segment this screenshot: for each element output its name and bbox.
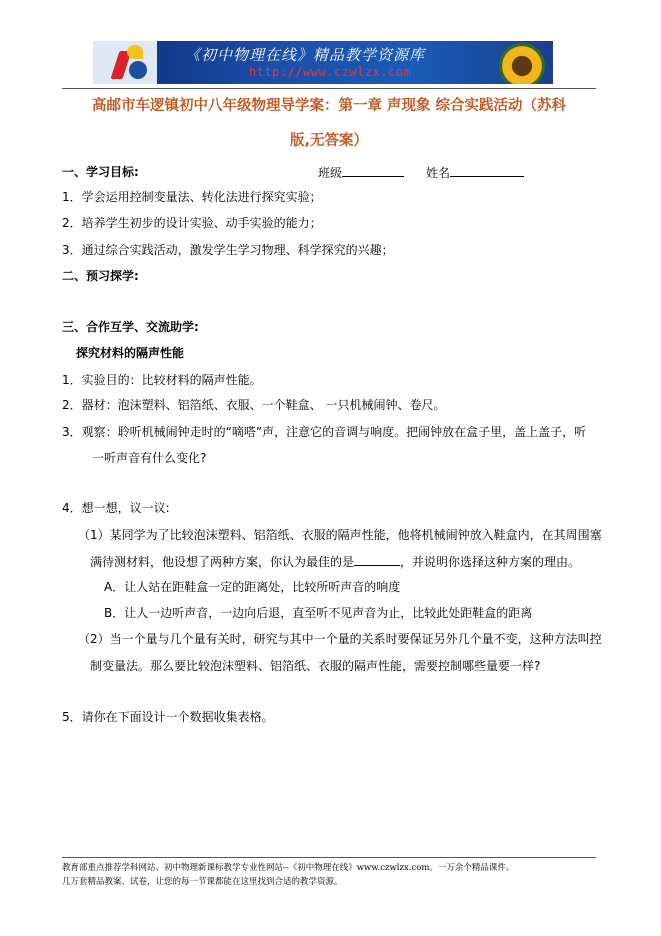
goal-2: 2．培养学生初步的设计实验、动手实验的能力； <box>62 216 322 230</box>
name-field <box>426 164 524 181</box>
item-2: 2．器材：泡沫塑料、铝箔纸、衣服、一个鞋盒、 一只机械闹钟、卷尺。 <box>62 398 446 412</box>
item-4: 4．想一想，议一议: <box>62 501 170 515</box>
question-1-text-end: ，并说明你选择这种方案的理由。 <box>400 555 581 569</box>
site-logo <box>93 41 157 84</box>
item-5: 5．请你在下面设计一个数据收集表格。 <box>62 710 274 724</box>
activity-heading: 探究材料的隔声性能 <box>76 346 185 360</box>
question-1-text: 满待测材料，他设想了两种方案，你认为最佳的是 <box>90 555 355 569</box>
option-b: B．让人一边听声音，一边向后退，直至听不见声音为止，比较此处距鞋盒的距离 <box>104 606 533 620</box>
footer-rule <box>62 857 596 858</box>
footer-line2: 几万套精品教案、试卷，让您的每一节课都能在这里找到合适的教学资源。 <box>62 877 343 887</box>
section1-heading: 一、学习目标: <box>62 165 139 179</box>
section3-heading: 三、合作互学、交流助学: <box>62 320 199 334</box>
goal-1: 1．学会运用控制变量法、转化法进行探究实验； <box>62 190 322 204</box>
banner-title: 《初中物理在线》精品教学资源库 <box>185 46 426 64</box>
sunflower-image <box>499 43 545 84</box>
question-2-line2: 制变量法。那么要比较泡沫塑料、铝箔纸、衣服的隔声性能，需要控制哪些量要一样? <box>90 659 541 673</box>
banner-url: http://www.czwlzx.com <box>249 65 412 79</box>
item-3-line2: 一听声音有什么变化? <box>92 451 207 465</box>
header-banner <box>93 41 553 84</box>
item-3-line1: 3．观察：聆听机械闹钟走时的“嘀嗒”声，注意它的音调与响度。把闹钟放在盒子里，盖上盖子，听 <box>62 425 587 439</box>
class-blank <box>342 164 404 177</box>
question-1-line2 <box>90 553 580 570</box>
footer-line1: 教育部重点推荐学科网站、初中物理新课标教学专业性网站--《初中物理在线》www.czwlzx.com。一万余个精品课件、 <box>62 863 515 873</box>
answer-blank <box>354 553 400 566</box>
class-label: 班级 <box>318 166 343 180</box>
name-label: 姓名 <box>426 166 451 180</box>
question-2-line1: （2）当一个量与几个量有关时，研究与其中一个量的关系时要保证另外几个量不变，这种方法叫控 <box>78 632 602 646</box>
item-1: 1．实验目的：比较材料的隔声性能。 <box>62 373 262 387</box>
option-a: A．让人站在距鞋盒一定的距离处，比较所听声音的响度 <box>104 580 401 594</box>
class-field <box>318 164 404 181</box>
section2-heading: 二、预习探学: <box>62 269 139 283</box>
name-blank <box>450 164 524 177</box>
document-title-line2: 版,无答案） <box>289 133 368 149</box>
question-1-line1: （1）某同学为了比较泡沫塑料、铝箔纸、衣服的隔声性能，他将机械闹钟放入鞋盒内，在其周围塞 <box>78 528 602 542</box>
goal-3: 3．通过综合实践活动，激发学生学习物理、科学探究的兴趣； <box>62 243 394 257</box>
document-title-line1: 高邮市车逻镇初中八年级物理导学案：第一章 声现象 综合实践活动（苏科 <box>91 98 567 114</box>
